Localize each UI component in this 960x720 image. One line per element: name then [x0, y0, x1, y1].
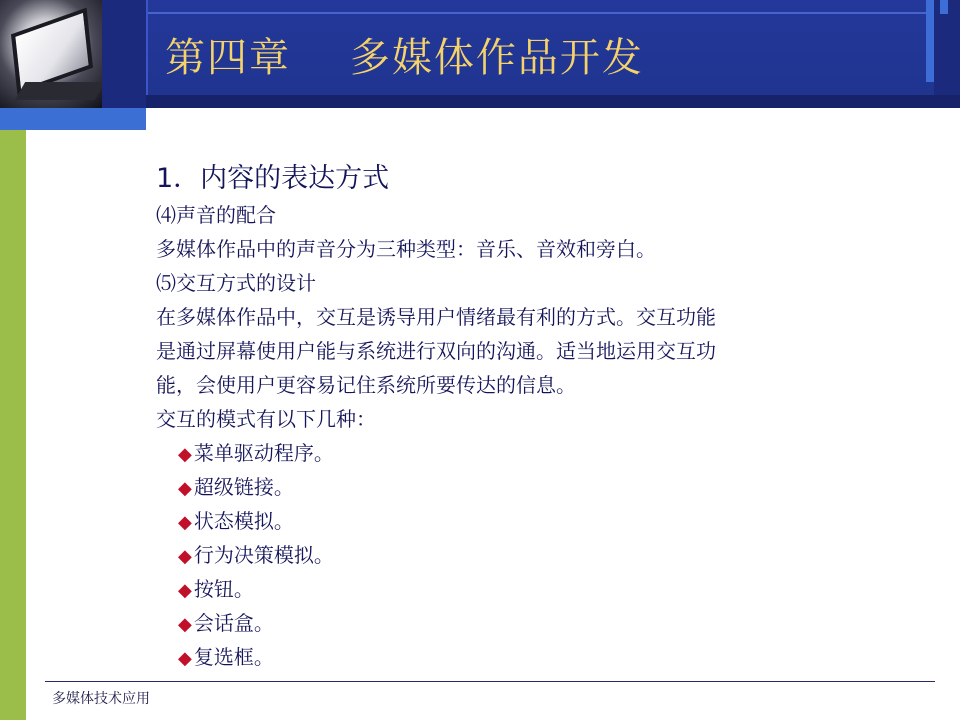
computer-monitor-image — [0, 0, 102, 108]
header-bottom-strip — [146, 95, 960, 108]
paragraph-line: 是通过屏幕使用户能与系统进行双向的沟通。适当地运用交互功 — [156, 339, 716, 363]
list-item-text: 状态模拟。 — [193, 509, 294, 533]
list-item-text: 按钮。 — [193, 577, 254, 601]
diamond-bullet-icon: ◆ — [178, 580, 192, 601]
paragraph-line: 多媒体作品中的声音分为三种类型：音乐、音效和旁白。 — [156, 237, 656, 261]
list-item-text: 菜单驱动程序。 — [193, 441, 334, 465]
list-item-text: 复选框。 — [193, 645, 274, 669]
diamond-bullet-icon: ◆ — [178, 614, 192, 635]
diamond-bullet-icon: ◆ — [178, 444, 192, 465]
paragraph-line: 交互的模式有以下几种： — [156, 407, 376, 431]
left-green-bar — [0, 130, 26, 720]
footer-divider — [45, 681, 935, 682]
list-item — [156, 504, 856, 538]
list-item — [156, 436, 856, 470]
left-blue-accent — [0, 108, 146, 130]
slide-content — [156, 160, 856, 674]
paragraph-line: 能，会使用户更容易记住系统所要传达的信息。 — [156, 373, 576, 397]
header-top-line — [148, 12, 932, 14]
diamond-bullet-icon: ◆ — [178, 512, 192, 533]
slide-title: 第四章 多媒体作品开发 — [165, 35, 644, 81]
list-item — [156, 538, 856, 572]
diamond-bullet-icon: ◆ — [178, 478, 192, 499]
header-right-accent — [926, 0, 934, 82]
diamond-bullet-icon: ◆ — [178, 546, 192, 567]
list-item — [156, 572, 856, 606]
list-item-text: 超级链接。 — [193, 475, 294, 499]
header-right-accent-small — [940, 0, 948, 14]
list-item — [156, 470, 856, 504]
list-item — [156, 640, 856, 674]
list-item-text: 会话盒。 — [193, 611, 274, 635]
paragraph-line: 在多媒体作品中，交互是诱导用户情绪最有利的方式。交互功能 — [156, 305, 716, 329]
section-heading: 1．内容的表达方式 — [156, 163, 390, 194]
diamond-bullet-icon: ◆ — [178, 648, 192, 669]
footer-text: 多媒体技术应用 — [52, 691, 150, 707]
subheading-interaction: ⑸交互方式的设计 — [156, 271, 316, 295]
subheading-sound: ⑷声音的配合 — [156, 203, 276, 227]
list-item-text: 行为决策模拟。 — [193, 543, 334, 567]
list-item — [156, 606, 856, 640]
keyboard-shape — [15, 82, 102, 100]
